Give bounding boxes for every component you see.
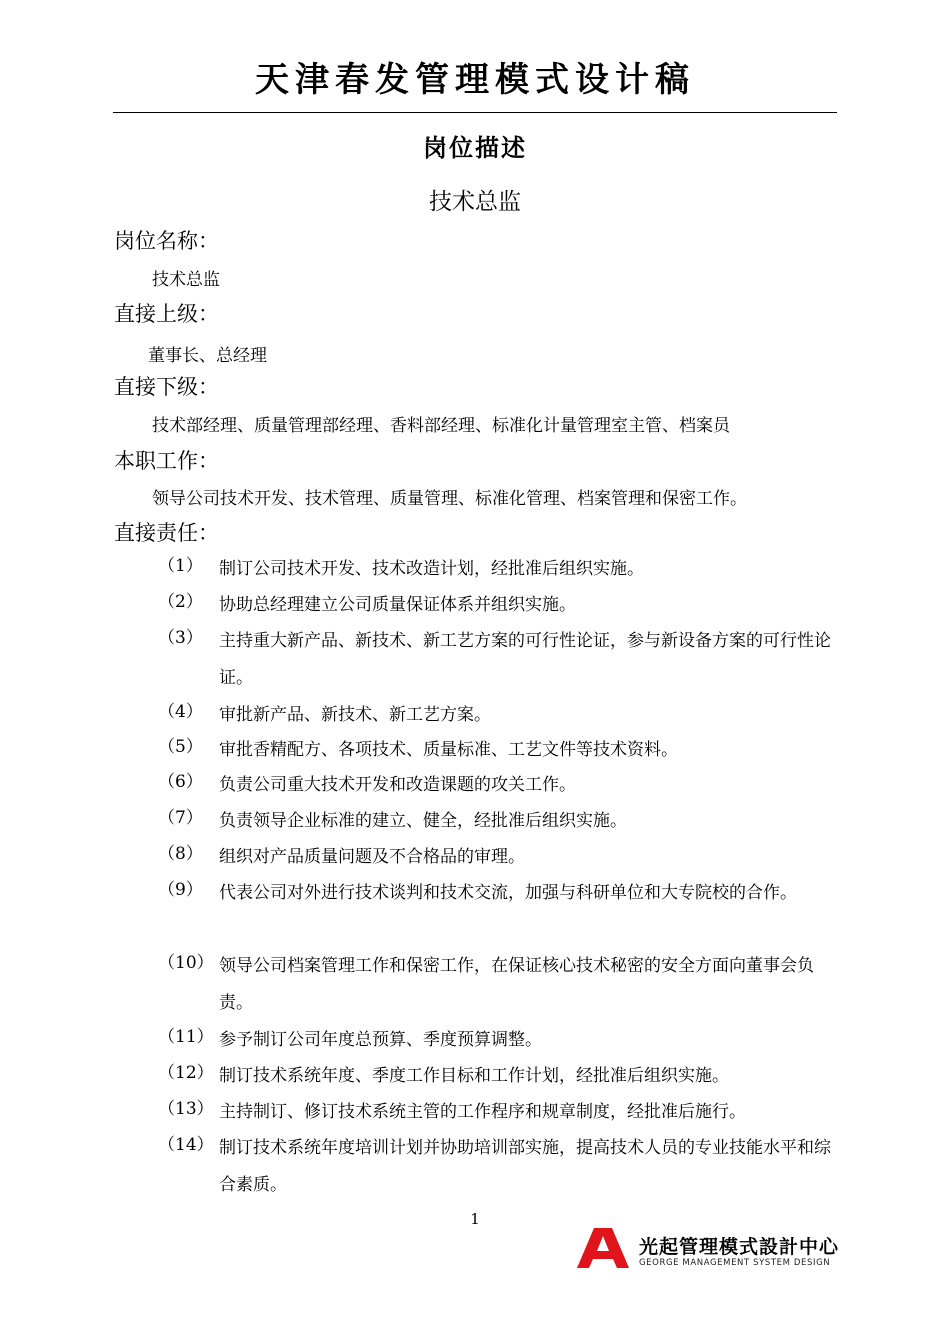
duty-text: 审批香精配方、各项技术、质量标准、工艺文件等技术资料。 (219, 740, 678, 760)
duty-number: （8） (158, 844, 203, 864)
duty-item (158, 1094, 848, 1131)
duty-number: （7） (158, 808, 203, 828)
duty-item (158, 732, 848, 769)
duty-item (158, 948, 848, 1022)
duty-number: （14） (158, 1135, 214, 1155)
duty-text: 制订技术系统年度、季度工作目标和工作计划，经批准后组织实施。 (219, 1066, 729, 1086)
duty-number: （12） (158, 1063, 214, 1083)
text-direct-subordinate: 技术部经理、质量管理部经理、香料部经理、标准化计量管理室主管、档案员 (152, 416, 730, 436)
duty-item (158, 551, 848, 588)
page-number: 1 (470, 1210, 480, 1228)
document-subtitle: 岗位描述 (423, 134, 527, 162)
duty-text: 组织对产品质量问题及不合格品的审理。 (219, 847, 525, 867)
duty-item (158, 839, 848, 876)
duty-number: （10） (158, 953, 214, 973)
document-title: 天津春发管理模式设计稿 (255, 60, 695, 100)
duty-text: 制订公司技术开发、技术改造计划，经批准后组织实施。 (219, 559, 644, 579)
logo-english-name: GEORGE MANAGEMENT SYSTEM DESIGN (639, 1258, 831, 1268)
duty-text: 协助总经理建立公司质量保证体系并组织实施。 (219, 595, 576, 615)
duty-text: 制订技术系统年度培训计划并协助培训部实施，提高技术人员的专业技能水平和综合素质。 (219, 1138, 831, 1195)
text-direct-superior: 董事长、总经理 (148, 346, 267, 366)
duty-item (158, 623, 848, 697)
duty-item (158, 1058, 848, 1095)
text-main-duty: 领导公司技术开发、技术管理、质量管理、标准化管理、档案管理和保密工作。 (152, 489, 747, 509)
duty-item (158, 767, 848, 804)
duty-number: （6） (158, 772, 203, 792)
heading-main-duty: 本职工作： (114, 449, 219, 473)
duty-number: （4） (158, 702, 203, 722)
duty-text: 负责公司重大技术开发和改造课题的攻关工作。 (219, 775, 576, 795)
duty-text: 主持制订、修订技术系统主管的工作程序和规章制度，经批准后施行。 (219, 1102, 746, 1122)
duty-number: （13） (158, 1099, 214, 1119)
duty-number: （2） (158, 592, 203, 612)
logo-name: 光起管理模式設計中心 (639, 1236, 840, 1258)
duty-text: 领导公司档案管理工作和保密工作，在保证核心技术秘密的安全方面向董事会负责。 (219, 956, 814, 1013)
duty-number: （11） (158, 1027, 214, 1047)
duty-item (158, 875, 848, 912)
logo-a-mark-icon (577, 1228, 629, 1268)
title-divider (113, 112, 837, 113)
heading-direct-responsibilities: 直接责任： (114, 521, 219, 545)
duty-item (158, 803, 848, 840)
text-position-name: 技术总监 (152, 270, 220, 290)
heading-position-name: 岗位名称： (114, 229, 219, 253)
duty-text: 主持重大新产品、新技术、新工艺方案的可行性论证，参与新设备方案的可行性论证。 (219, 631, 831, 688)
duty-text: 参予制订公司年度总预算、季度预算调整。 (219, 1030, 542, 1050)
duty-text: 代表公司对外进行技术谈判和技术交流，加强与科研单位和大专院校的合作。 (219, 883, 797, 903)
heading-direct-superior: 直接上级： (114, 302, 219, 326)
duty-number: （3） (158, 628, 203, 648)
duty-number: （9） (158, 880, 203, 900)
position-title: 技术总监 (429, 189, 521, 215)
duty-item (158, 1022, 848, 1059)
duty-item (158, 587, 848, 624)
company-logo (577, 1228, 840, 1270)
duty-item (158, 697, 848, 734)
duty-number: （5） (158, 737, 203, 757)
duty-text: 负责领导企业标准的建立、健全，经批准后组织实施。 (219, 811, 627, 831)
duty-text: 审批新产品、新技术、新工艺方案。 (219, 705, 491, 725)
duty-number: （1） (158, 556, 203, 576)
heading-direct-subordinate: 直接下级： (114, 375, 219, 399)
duty-item (158, 1130, 848, 1204)
